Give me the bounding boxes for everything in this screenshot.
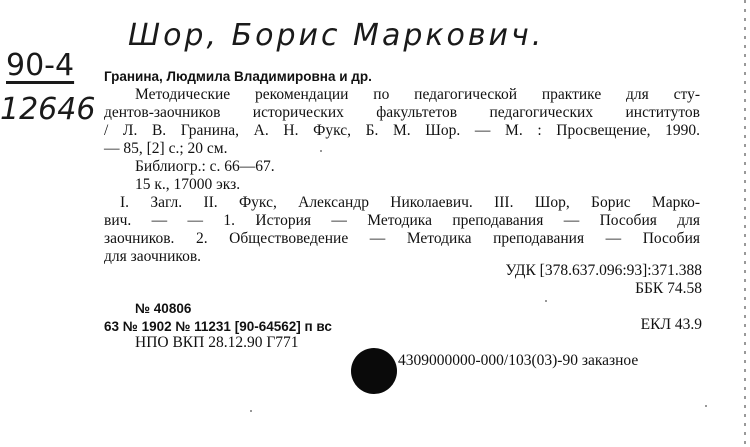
scan-speck — [250, 410, 252, 412]
card-edge-border — [744, 0, 746, 447]
card-number: № 40806 — [135, 301, 192, 316]
tracings-line-1: I. Загл. II. Фукс, Александр Николаевич. III. Шор, Борис Марко- — [120, 194, 700, 211]
bbk-code: ББК 74.58 — [635, 280, 702, 297]
handwritten-author-name: Шор, Борис Маркович. — [128, 18, 545, 53]
scan-speck — [320, 150, 322, 152]
ekl-code: ЕКЛ 43.9 — [640, 316, 702, 333]
print-run: 15 к., 17000 экз. — [135, 176, 241, 193]
isbn-code-line: 4309000000-000/103(03)-90 заказное — [398, 352, 639, 369]
udk-code: УДК [378.637.096:93]:371.388 — [505, 262, 702, 279]
title-line-2: дентов-заочников исторических факультетов педагогических институтов — [104, 104, 700, 121]
scan-speck — [545, 300, 547, 302]
title-line-1: Методические рекомендации по педагогической практике для сту- — [135, 86, 700, 103]
title-line-4: — 85, [2] с.; 20 см. — [104, 140, 228, 157]
record-heading: Гранина, Людмила Владимировна и др. — [104, 69, 372, 84]
title-line-3: / Л. В. Гранина, А. Н. Фукс, Б. М. Шор. — М. : Просвещение, 1990. — [104, 122, 700, 139]
scan-speck — [705, 405, 707, 407]
npo-line: НПО ВКП 28.12.90 Г771 — [135, 334, 299, 351]
handwritten-shelfmark-bottom: 12646 — [0, 92, 96, 127]
tracings-line-2: вич. — — 1. История — Методика преподавания — Пособия для — [104, 212, 700, 229]
ink-stamp-dot — [351, 348, 397, 394]
handwritten-shelfmark-top: 90-4 — [6, 48, 75, 83]
bibliography-note: Библиогр.: с. 66—67. — [135, 158, 275, 175]
tracings-line-4: для заочников. — [104, 248, 202, 265]
tracings-line-3: заочников. 2. Обществоведение — Методика преподавания — Пособия — [104, 230, 700, 247]
order-line: 63 № 1902 № 11231 [90-64562] п вс — [104, 319, 332, 334]
